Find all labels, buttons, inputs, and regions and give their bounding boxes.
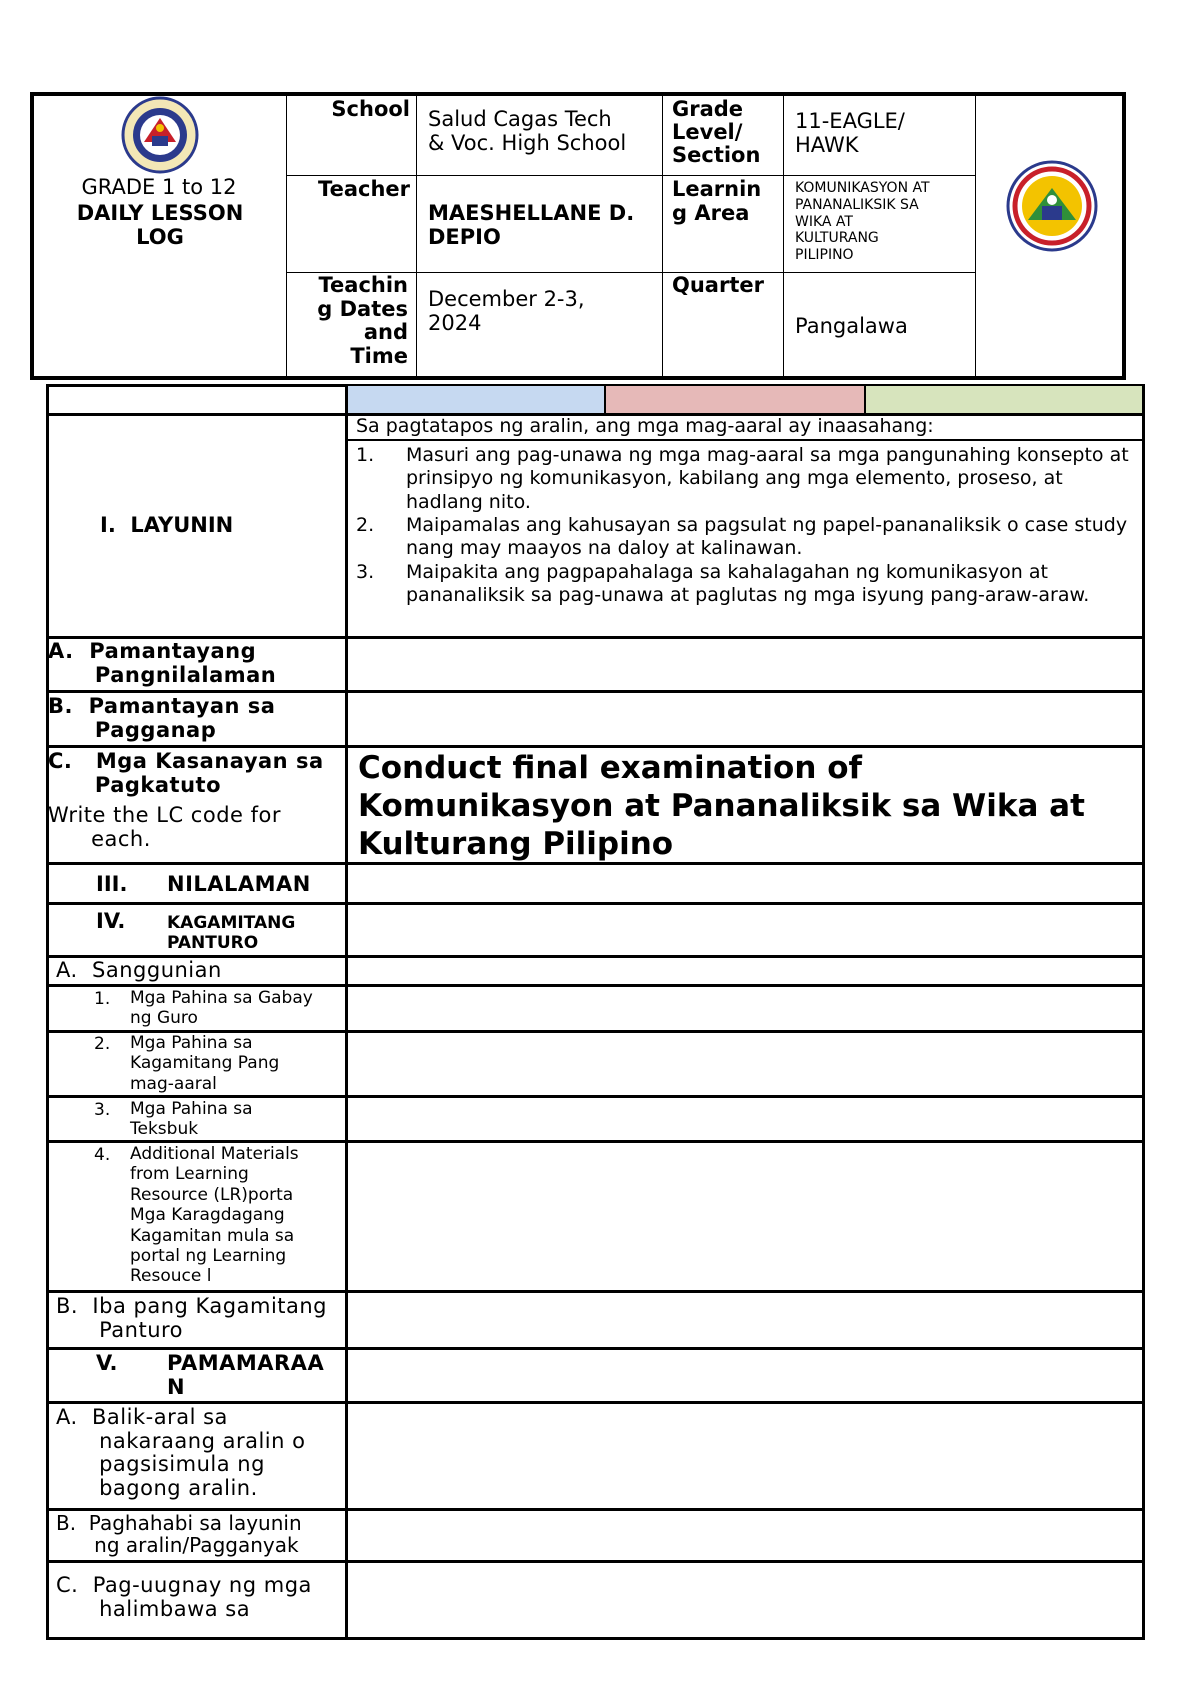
school-value: Salud Cagas Tech & Voc. High School — [428, 107, 627, 155]
iba-pang-kagamitang-panturo: B. Iba pang Kagamitang Panturo — [56, 1294, 328, 1342]
layunin-intro: Sa pagtatapos ng aralin, ang mga mag-aaral ay inaasahang: — [356, 415, 934, 437]
additional-materials: Additional Materials from Learning Resource (LR)porta Mga Karagdagang Kagamitan mula sa portal ng Learning Resouce l — [130, 1144, 299, 1287]
row-line — [46, 1290, 1145, 1293]
header-divider — [783, 95, 784, 377]
dates-value: December 2-3, 2024 — [428, 287, 585, 335]
grade-line: GRADE 1 to 12 — [81, 175, 237, 199]
school-label: School — [331, 97, 410, 121]
grade-value: 11-EAGLE/ HAWK — [795, 109, 905, 157]
header-divider — [975, 95, 976, 377]
kagamitang-panturo-label: KAGAMITANG PANTURO — [167, 913, 296, 953]
row-line — [46, 902, 1145, 905]
header-divider — [286, 175, 976, 176]
table-divider — [345, 386, 348, 1638]
color-band-pink — [606, 386, 864, 414]
row-line — [346, 439, 1145, 441]
teacher-value: MAESHELLANE D. DEPIO — [428, 201, 635, 249]
row-line — [46, 1560, 1145, 1563]
item-3-number: 3. — [94, 1100, 111, 1120]
header-divider — [286, 95, 287, 377]
quarter-label: Quarter — [672, 273, 764, 297]
header-divider — [416, 95, 417, 377]
layunin-label: I. LAYUNIN — [100, 513, 234, 537]
pag-uugnay-ng-mga-halimbawa: C. Pag-uugnay ng mga halimbawa sa — [56, 1573, 312, 1621]
layunin-list — [356, 444, 1136, 608]
gabay-ng-guro: Mga Pahina sa Gabay ng Guro — [130, 988, 313, 1029]
row-line — [46, 745, 1145, 748]
quarter-value: Pangalawa — [795, 314, 908, 338]
dll-title: DAILY LESSON LOG — [76, 201, 251, 249]
color-band-divider — [864, 386, 866, 414]
layunin-item: 2. Maipamalas ang kahusayan sa pagsulat ng papel-pananaliksik o case study nang may maayos na daloy at kalinawan. — [356, 514, 1128, 560]
color-band-blue — [348, 386, 604, 414]
item-2-number: 2. — [94, 1034, 111, 1054]
exam-title: Conduct final examination of Komunikasyon at Pananaliksik sa Wika at Kulturang Pilipino — [358, 750, 1085, 862]
pahina-sa-teksbuk: Mga Pahina sa Teksbuk — [130, 1099, 253, 1140]
nilalaman-label: NILALAMAN — [167, 872, 311, 896]
dates-label: Teachin g Dates and Time — [317, 273, 408, 368]
learning-area-value: KOMUNIKASYON AT PANANALIKSIK SA WIKA AT KULTURANG PILIPINO — [795, 180, 930, 264]
paghahabi-sa-layunin: B. Paghahabi sa layunin ng aralin/Pagganyak — [56, 1511, 302, 1558]
mga-kasanayan-sa-pagkatuto: C. Mga Kasanayan sa Pagkatuto — [48, 749, 324, 797]
header-divider — [662, 95, 663, 377]
lc-code-note: Write the LC code for each. — [48, 803, 281, 851]
sanggunian-label: A. Sanggunian — [56, 958, 222, 982]
pamantayan-sa-pagganap: B. Pamantayan sa Pagganap — [48, 694, 276, 742]
learning-area-label: Learnin g Area — [672, 177, 762, 225]
layunin-item: 1. Masuri ang pag-unawa ng mga mag-aaral sa mga pangunahing konsepto at prinsipyo ng komunikasyon, kabilang ang mga elemento, proseso, at hadlang nito. — [356, 444, 1129, 513]
row-line — [46, 1095, 1145, 1098]
color-band-divider — [604, 386, 606, 414]
kagamitang-pang-mag-aaral: Mga Pahina sa Kagamitang Pang mag-aaral — [130, 1033, 280, 1094]
item-1-number: 1. — [94, 989, 111, 1009]
item-4-number: 4. — [94, 1145, 111, 1165]
pamamaraan-label: PAMAMARAA N — [167, 1351, 325, 1399]
balik-aral: A. Balik-aral sa nakaraang aralin o pagsisimula ng bagong aralin. — [56, 1405, 306, 1500]
kagamitan-number: IV. — [96, 909, 126, 933]
deped-seal-logo — [114, 96, 206, 174]
row-line — [46, 1401, 1145, 1404]
row-line — [46, 1347, 1145, 1350]
row-line — [46, 1140, 1145, 1143]
layunin-item: 3. Maipakita ang pagpapahalaga sa kahalagahan ng komunikasyon at pananaliksik sa pag-unawa at paglutas ng mga isyung pang-araw-araw. — [356, 560, 1090, 607]
school-seal-logo — [1006, 160, 1098, 252]
row-line — [46, 984, 1145, 987]
row-line — [46, 690, 1145, 693]
grade-label: Grade Level/ Section — [672, 97, 761, 168]
nilalaman-number: III. — [96, 872, 128, 896]
pamantayang-pangnilalaman: A. Pamantayang Pangnilalaman — [48, 639, 277, 687]
color-band-green — [866, 386, 1142, 414]
pamamaraan-number: V. — [96, 1351, 118, 1375]
teacher-label: Teacher — [318, 177, 410, 201]
